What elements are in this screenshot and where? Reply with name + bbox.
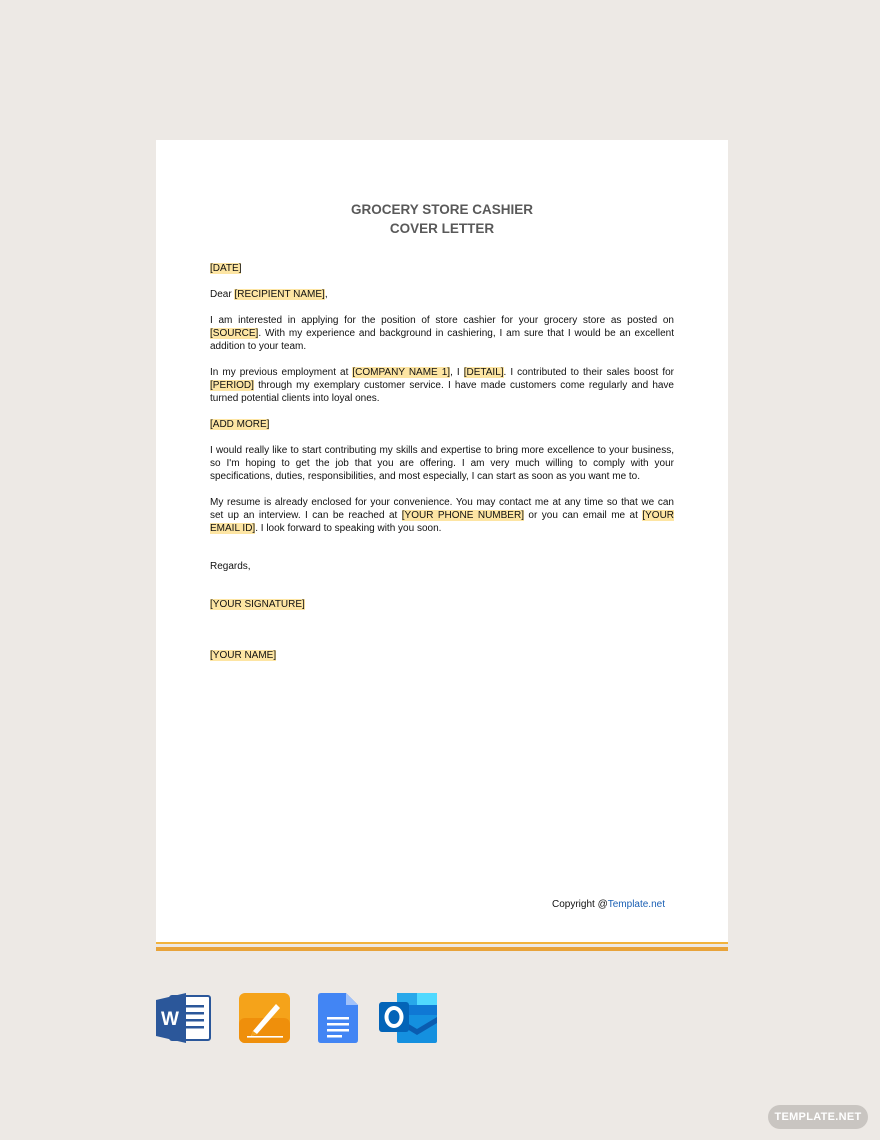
period-placeholder: [PERIOD] xyxy=(210,380,254,391)
paragraph-2 xyxy=(210,366,674,405)
letter-body xyxy=(210,262,674,662)
template-net-watermark: TEMPLATE.NET xyxy=(768,1105,868,1129)
p4-text-b: or you can email me at xyxy=(523,510,643,521)
p2-text-d: through my exemplary customer service. I have made customers come regularly and have turned potential clients into loyal ones. xyxy=(210,380,674,404)
p1-text-b: . With my experience and background in cashiering, I am sure that I would be an excellent addition to your team. xyxy=(210,328,674,352)
paragraph-3: I would really like to start contributing my skills and expertise to bring more excellence to your business, so I'm hoping to get the job that you are offering. I am very much willing to comply with your specifications, duties, responsibilities, and most especially, I can start as soon as you want me to. xyxy=(210,445,674,482)
email-placeholder: [YOUR EMAIL ID] xyxy=(210,510,675,534)
signature-placeholder: [YOUR SIGNATURE] xyxy=(210,599,305,610)
google-docs-icon[interactable] xyxy=(318,993,358,1048)
phone-placeholder: [YOUR PHONE NUMBER] xyxy=(401,510,524,521)
accent-rule-thick xyxy=(156,947,728,951)
name-placeholder: [YOUR NAME] xyxy=(210,650,277,661)
p2-text-a: In my previous employment at xyxy=(210,367,353,378)
add-more-placeholder: [ADD MORE] xyxy=(210,419,270,430)
apple-pages-icon[interactable] xyxy=(239,993,290,1048)
microsoft-outlook-icon[interactable] xyxy=(379,993,439,1048)
document-title xyxy=(156,200,728,238)
add-more-line xyxy=(210,418,674,431)
p4-text-a: My resume is already enclosed for your convenience. You may contact me at any time so that we can set up an interview. I can be reached at xyxy=(210,497,674,521)
microsoft-word-icon[interactable] xyxy=(156,993,212,1048)
date-placeholder: [DATE] xyxy=(210,263,242,274)
accent-rule-thin xyxy=(156,942,728,944)
p2-text-c: . I contributed to their sales boost for xyxy=(503,367,674,378)
salutation-suffix: , xyxy=(324,289,328,300)
signature-line xyxy=(210,598,674,611)
salutation xyxy=(210,288,674,301)
salutation-prefix: Dear xyxy=(210,289,235,300)
paragraph-1 xyxy=(210,314,674,353)
copyright-notice xyxy=(552,899,665,910)
closing: Regards, xyxy=(210,561,251,572)
detail-placeholder: [DETAIL] xyxy=(463,367,504,378)
date-line xyxy=(210,262,674,275)
svg-text:W: W xyxy=(161,1009,179,1030)
title-line-2: COVER LETTER xyxy=(389,221,495,236)
paragraph-4 xyxy=(210,496,674,535)
p4-text-c: . I look forward to speaking with you soon. xyxy=(255,523,442,534)
copyright-prefix: Copyright @ xyxy=(552,899,608,910)
p2-text-b: , I xyxy=(450,367,464,378)
name-line xyxy=(210,649,674,662)
company-placeholder: [COMPANY NAME 1] xyxy=(352,367,451,378)
title-line-1: GROCERY STORE CASHIER xyxy=(350,202,534,217)
template-link[interactable]: Template.net xyxy=(607,899,665,910)
source-placeholder: [SOURCE] xyxy=(210,328,259,339)
letter-page xyxy=(156,140,728,944)
recipient-placeholder: [RECIPIENT NAME] xyxy=(234,289,325,300)
p1-text-a: I am interested in applying for the position of store cashier for your grocery store as posted on xyxy=(210,315,674,326)
